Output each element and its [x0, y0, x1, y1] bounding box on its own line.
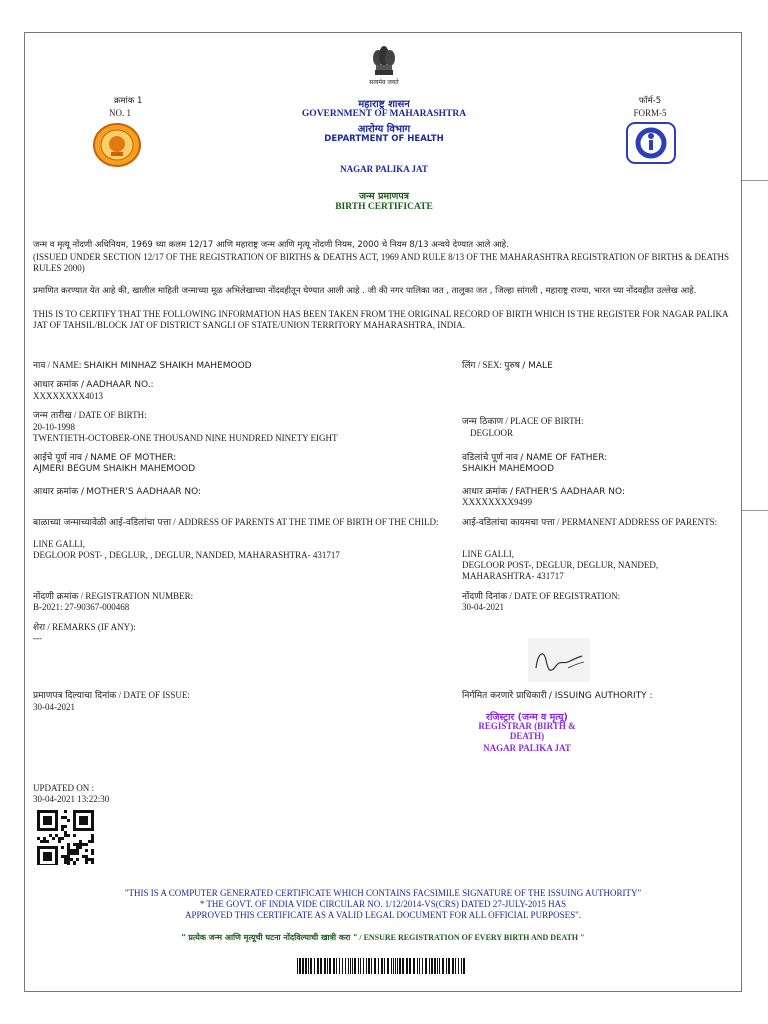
- form-number-mr: फॉर्म-5: [638, 96, 662, 106]
- registration-date: 30-04-2021: [462, 602, 504, 612]
- sex-value: / MALE: [522, 361, 553, 371]
- issue-date-label: प्रमाणपत्र दिल्याचा दिनांक / DATE OF ISSUE:: [33, 690, 190, 701]
- qr-code-icon: [37, 810, 95, 865]
- health-dept-logo-icon: [626, 122, 676, 164]
- state-name-en: GOVERNMENT OF MAHARASHTRA: [301, 109, 467, 119]
- permanent-address-line-1: LINE GALLI,: [462, 549, 514, 559]
- certificate-title-en: BIRTH CERTIFICATE: [335, 202, 433, 212]
- pob-label: जन्म ठिकाण / PLACE OF BIRTH:: [462, 416, 584, 427]
- registrar-title-en: REGISTRAR (BIRTH & DEATH): [478, 721, 576, 741]
- remarks-value: ---: [33, 633, 42, 643]
- registration-number-label: नोंदणी क्रमांक / REGISTRATION NUMBER:: [33, 591, 194, 602]
- registrar-title-mr: रजिस्ट्रार (जन्म व मृत्यू): [486, 712, 568, 723]
- permanent-address-line-2: DEGLOOR POST-, DEGLUR, DEGLUR, NANDED,: [462, 560, 659, 570]
- name-row: नाव / NAME: SHAIKH MINHAZ SHAIKH MAHEMOOD: [33, 360, 252, 371]
- issued-under-en: (ISSUED UNDER SECTION 12/17 OF THE REGISTRATION OF BIRTHS & DEATHS ACT, 1969 AND RULE 8/13 OF THE MAHARASHTRA REGISTRATION OF BIRTHS & DEATHS RULES 2000): [33, 252, 729, 273]
- department-mr: आरोग्य विभाग: [357, 124, 411, 135]
- signature-image: [528, 638, 590, 682]
- left-number-en: NO. 1: [109, 108, 131, 118]
- address-line-1: LINE GALLI,: [33, 539, 85, 549]
- mother-aadhaar-label: आधार क्रमांक / MOTHER'S AADHAAR NO:: [33, 487, 202, 497]
- address-line-2: DEGLOOR POST- , DEGLUR, , DEGLUR, NANDED, MAHARASHTRA- 431717: [33, 550, 340, 560]
- fold-mark: [742, 510, 768, 511]
- computer-generated-note: "THIS IS A COMPUTER GENERATED CERTIFICATE WHICH CONTAINS FACSIMILE SIGNATURE OF THE ISSUING AUTHORITY": [124, 888, 642, 898]
- issuing-office: NAGAR PALIKA JAT: [340, 164, 428, 174]
- registration-number: B-2021: 27-90367-000468: [33, 602, 130, 612]
- aadhaar-value: XXXXXXXX4013: [33, 391, 103, 401]
- father-name: SHAIKH MAHEMOOD: [462, 464, 555, 474]
- address-label: बाळाच्या जन्माच्यावेळी आई-वडिलांचा पत्ता / ADDRESS OF PARENTS AT THE TIME OF BIRTH OF THE CHILD:: [33, 517, 439, 528]
- fold-mark: [742, 180, 768, 181]
- department-en: DEPARTMENT OF HEALTH: [324, 134, 444, 144]
- permanent-address-label: आई-वडिलांचा कायमचा पत्ता / PERMANENT ADDRESS OF PARENTS:: [462, 517, 718, 528]
- registration-date-label: नोंदणी दिनांक / DATE OF REGISTRATION:: [462, 591, 621, 602]
- sex-row: लिंग / SEX: पुरुष / MALE: [462, 360, 553, 371]
- updated-timestamp: 30-04-2021 13:22:30: [33, 794, 110, 804]
- father-aadhaar-value: XXXXXXXX9499: [462, 497, 532, 507]
- pob-value: DEGLOOR: [470, 428, 513, 438]
- child-name: SHAIKH MINHAZ SHAIKH MAHEMOOD: [83, 361, 252, 371]
- barcode-icon: [297, 958, 467, 974]
- issue-date: 30-04-2021: [33, 702, 75, 712]
- state-name-mr: महाराष्ट्र शासन: [358, 99, 410, 110]
- dob-label: जन्म तारीख / DATE OF BIRTH:: [33, 410, 147, 421]
- issuing-authority-label: निर्गमित करणारे प्राधिकारी / ISSUING AUTHORITY :: [462, 691, 653, 701]
- registrar-office: NAGAR PALIKA JAT: [483, 743, 571, 753]
- certificate-title-mr: जन्म प्रमाणपत्र: [358, 191, 410, 202]
- left-number-mr: क्रमांक 1: [114, 96, 143, 106]
- remarks-label: शेरा / REMARKS (IF ANY):: [33, 622, 136, 633]
- issued-under-mr: जन्म व मृत्यू नोंदणी अधिनियम, 1969 च्या कलम 12/17 आणि महाराष्ट्र जन्म आणि मृत्यू नोंदणी नियम, 2000 चे नियम 8/13 अन्वये देण्यात आले आहे.: [33, 240, 509, 250]
- form-number-en: FORM-5: [633, 108, 667, 118]
- registration-slogan: " प्रत्येक जन्म आणि मृत्यूची घटना नोंदविल्याची खात्री करा " / ENSURE REGISTRATION OF EVERY BIRTH AND DEATH ": [181, 933, 585, 942]
- certify-statement-en: THIS IS TO CERTIFY THAT THE FOLLOWING INFORMATION HAS BEEN TAKEN FROM THE ORIGINAL RECORD OF BIRTH WHICH IS THE REGISTER FOR NAGAR PALIKA JAT OF TAHSIL/BLOCK JAT OF DISTRICT SANGLI OF STATE/UNION TERRITORY MAHARASHTRA, INDIA.: [33, 309, 728, 330]
- permanent-address-line-3: MAHARASHTRA- 431717: [462, 571, 564, 581]
- legal-validity-note: APPROVED THIS CERTIFICATE AS A VALID LEGAL DOCUMENT FOR ALL OFFICIAL PURPOSES".: [184, 910, 582, 920]
- certify-statement-mr: प्रमाणित करण्यात येत आहे की, खालील माहिती जन्माच्या मूळ अभिलेखाच्या नोंदवहीतून घेण्यात आली आहे . जी की नगर पालिका जत , तालुका जत , जिल्हा सांगली , महाराष्ट्र राज्या, भारत च्या नोंदवहीत उल्लेख आहे.: [33, 286, 697, 296]
- updated-label: UPDATED ON :: [33, 783, 95, 793]
- aadhaar-label: आधार क्रमांक / AADHAAR NO.:: [33, 380, 154, 390]
- mother-label: आईचे पूर्ण नाव / NAME OF MOTHER:: [33, 453, 177, 463]
- dob-value: 20-10-1998: [33, 422, 75, 432]
- dob-in-words: TWENTIETH-OCTOBER-ONE THOUSAND NINE HUNDRED NINETY EIGHT: [33, 433, 338, 443]
- mother-name: AJMERI BEGUM SHAIKH MAHEMOOD: [33, 464, 196, 474]
- emblem-motto: सत्यमेव जयते: [369, 79, 399, 86]
- govt-circular-note: * THE GOVT. OF INDIA VIDE CIRCULAR NO. 1/12/2014-VS(CRS) DATED 27-JULY-2015 HAS: [199, 899, 567, 909]
- maharashtra-seal-icon: [92, 122, 142, 168]
- father-aadhaar-label: आधार क्रमांक / FATHER'S AADHAAR NO:: [462, 487, 625, 497]
- father-label: वडिलांचे पूर्ण नाव / NAME OF FATHER:: [462, 453, 608, 463]
- certificate-border: [24, 32, 742, 992]
